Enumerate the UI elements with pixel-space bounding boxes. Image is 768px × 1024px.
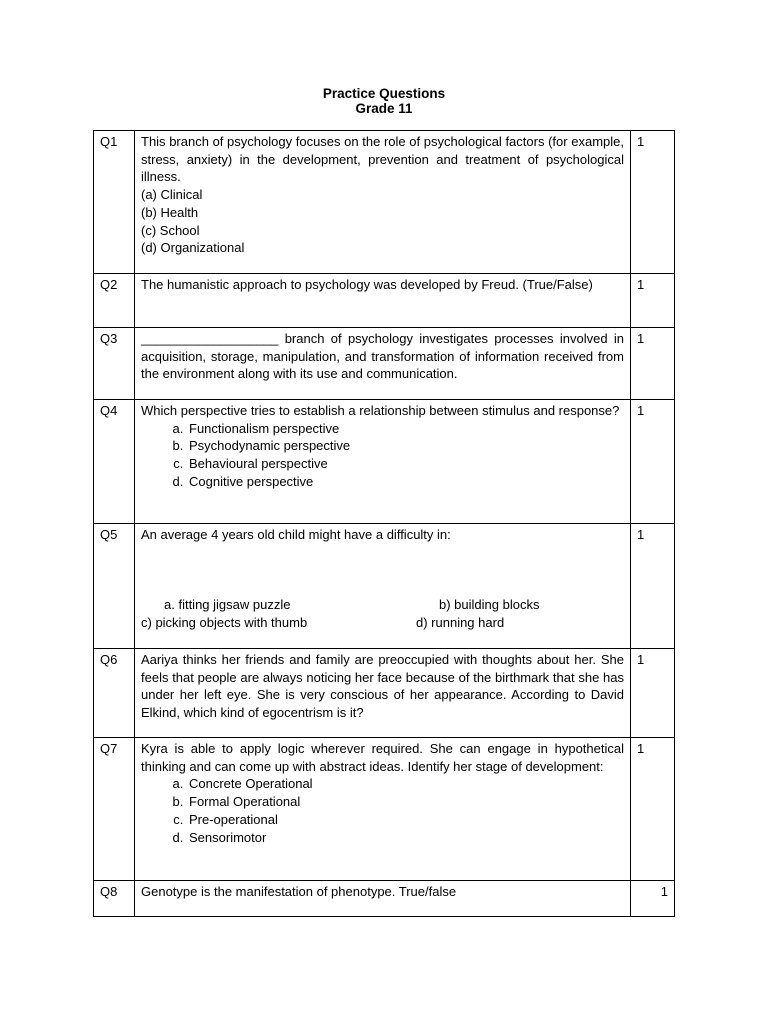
question-number: Q6 [94,649,135,738]
question-row-6 [94,649,675,738]
question-row-7 [94,738,675,881]
document-subtitle: Grade 11 [355,101,413,116]
option-b: b. Psychodynamic perspective [187,437,624,455]
option-b: (b) Health [141,204,199,220]
question-text: ___________________ branch of psychology investigates processes involved in acquisition, storage, manipulation, and transformation of information received from the environment along with its use and communication. [141,331,624,382]
question-number: Q3 [94,328,135,400]
option-a: a. Functionalism perspective [187,420,624,438]
question-marks: 1 [631,131,675,274]
options-list [141,775,624,846]
question-body [135,328,631,400]
option-a: a. fitting jigsaw puzzle [164,597,291,612]
question-row-5 [94,524,675,649]
option-c: c. Pre-operational [187,811,624,829]
question-row-8 [94,881,675,917]
question-body [135,524,631,649]
question-row-4 [94,400,675,524]
question-text: This branch of psychology focuses on the role of psychological factors (for example, stress, anxiety) in the development, prevention and treatment of psychological illness. [141,134,624,185]
option-a: (a) Clinical [141,187,203,203]
option-d: d) running hard [416,615,505,630]
option-d: d. Cognitive perspective [187,473,624,491]
document-title: Practice Questions [322,86,446,101]
question-body [135,649,631,738]
question-marks: 1 [631,328,675,400]
option-b: b) building blocks [439,597,540,612]
question-row-2 [94,274,675,328]
question-text: Which perspective tries to establish a relationship between stimulus and response? [141,403,620,418]
options-list [141,420,624,491]
option-a: a. Concrete Operational [187,775,624,793]
question-marks: 1 [631,524,675,649]
option-c: (c) School [141,222,200,238]
option-d: d. Sensorimotor [187,829,624,847]
question-row-1 [94,131,675,274]
question-number: Q2 [94,274,135,328]
question-text: The humanistic approach to psychology was developed by Freud. (True/False) [141,277,593,292]
question-body [135,738,631,881]
question-text: An average 4 years old child might have a difficulty in: [141,527,451,542]
question-marks: 1 [631,881,675,917]
option-d: (d) Organizational [141,240,245,256]
question-body [135,881,631,917]
option-c: c) picking objects with thumb [141,615,308,630]
question-number: Q5 [94,524,135,649]
question-body [135,274,631,328]
question-marks: 1 [631,274,675,328]
question-body [135,400,631,524]
question-number: Q4 [94,400,135,524]
question-marks: 1 [631,649,675,738]
question-row-3 [94,328,675,400]
question-body [135,131,631,274]
option-c: c. Behavioural perspective [187,455,624,473]
question-text: Genotype is the manifestation of phenotype. True/false [141,884,457,899]
questions-table [93,130,675,917]
option-b: b. Formal Operational [187,793,624,811]
question-text: Kyra is able to apply logic wherever required. She can engage in hypothetical thinking and can come up with abstract ideas. Identify her stage of development: [141,741,624,774]
question-number: Q1 [94,131,135,274]
question-text: Aariya thinks her friends and family are preoccupied with thoughts about her. She feels that people are always noticing her face because of the birthmark that she has under her left eye. She is very conscious of her appearance. According to David Elkind, which kind of egocentrism is it? [141,652,624,721]
question-marks: 1 [631,738,675,881]
question-number: Q7 [94,738,135,881]
question-marks: 1 [631,400,675,524]
question-number: Q8 [94,881,135,917]
